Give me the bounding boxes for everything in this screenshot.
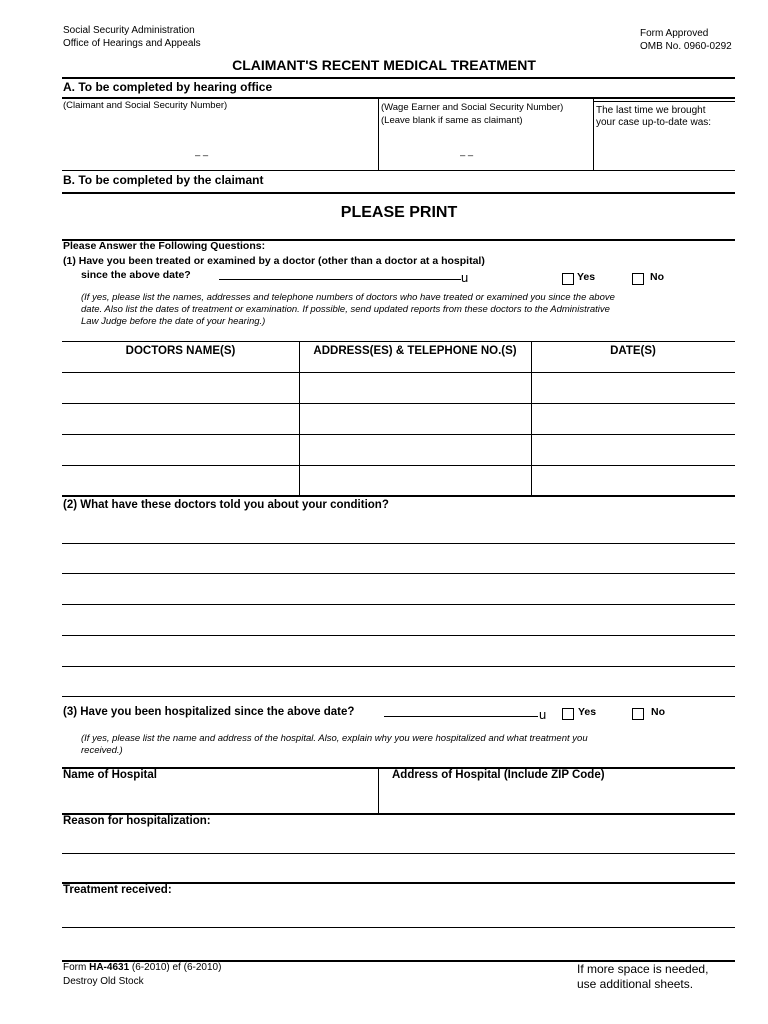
answer-line — [62, 573, 735, 574]
agency-name: Social Security Administration — [63, 25, 195, 36]
q3-no-label: No — [651, 706, 665, 718]
q3-no-checkbox[interactable] — [632, 708, 644, 720]
last-time-label: The last time we brought — [596, 105, 706, 116]
doctor-address-cell[interactable] — [300, 435, 531, 465]
form-edition: (6-2010) ef (6-2010) — [129, 962, 222, 973]
hospital-address-field[interactable] — [380, 786, 735, 813]
arrow-icon: u — [539, 707, 547, 722]
form-prefix: Form — [63, 962, 90, 973]
doctor-name-cell[interactable] — [62, 373, 299, 403]
ssn-dashes: – – — [195, 150, 209, 161]
form-approved: Form Approved — [640, 28, 709, 39]
form-title: CLAIMANT'S RECENT MEDICAL TREATMENT — [232, 57, 536, 73]
ssn-dashes: – – — [460, 150, 474, 161]
agency-office: Office of Hearings and Appeals — [63, 38, 201, 49]
q1-yes-label: Yes — [577, 271, 596, 283]
doctor-address-cell[interactable] — [300, 466, 531, 495]
reason-field[interactable] — [62, 830, 735, 882]
divider — [62, 170, 735, 171]
q1-no-label: No — [650, 271, 664, 283]
q3-yes-checkbox[interactable] — [562, 708, 574, 720]
column-header-dates: DATE(S) — [610, 345, 656, 357]
answer-line — [62, 853, 735, 854]
doctor-date-cell[interactable] — [532, 373, 735, 403]
doctor-name-cell[interactable] — [62, 466, 299, 495]
q3-note: (If yes, please list the name and address of the hospital. Also, explain why you were hospitalized and what treatment you — [81, 733, 588, 744]
form-id: HA-4631 — [89, 962, 130, 973]
more-space-note: If more space is needed, — [577, 962, 709, 976]
question-1-continued: since the above date? — [81, 269, 191, 281]
divider — [62, 192, 735, 194]
hospital-name-field[interactable] — [62, 786, 377, 813]
q1-note-3: Law Judge before the date of your hearing.) — [81, 316, 266, 327]
row-divider — [62, 495, 735, 497]
please-print: PLEASE PRINT — [340, 204, 458, 221]
claimant-label: (Claimant and Social Security Number) — [63, 100, 228, 111]
wage-earner-label: (Wage Earner and Social Security Number) — [381, 102, 564, 113]
column-header-address: ADDRESS(ES) & TELEPHONE NO.(S) — [313, 345, 517, 357]
last-time-label-2: your case up-to-date was: — [596, 117, 712, 128]
divider — [594, 101, 735, 102]
arrow-icon: u — [461, 270, 469, 285]
divider — [378, 768, 379, 814]
question-1: (1) Have you been treated or examined by a doctor (other than a doctor at a hospital) — [63, 255, 485, 267]
doctor-date-cell[interactable] — [532, 404, 735, 434]
q1-no-checkbox[interactable] — [632, 273, 644, 285]
section-a-heading: A. To be completed by hearing office — [63, 80, 273, 94]
column-header-doctors: DOCTORS NAME(S) — [125, 345, 236, 357]
q3-note-2: received.) — [81, 745, 123, 756]
table-border — [62, 341, 735, 342]
q1-note-2: date. Also list the dates of treatment or examination. If possible, send updated reports from these doctors to the Administrative — [81, 304, 610, 315]
doctor-address-cell[interactable] — [300, 373, 531, 403]
q1-yes-checkbox[interactable] — [562, 273, 574, 285]
q1-note: (If yes, please list the names, addresses and telephone numbers of doctors who have treated or examined you since the above — [81, 292, 615, 303]
q3-yes-label: Yes — [578, 706, 597, 718]
answer-line — [62, 604, 735, 605]
doctor-date-cell[interactable] — [532, 435, 735, 465]
omb-number: OMB No. 0960-0292 — [640, 41, 732, 52]
questions-intro: Please Answer the Following Questions: — [63, 240, 266, 252]
answer-line — [62, 543, 735, 544]
form-number — [63, 962, 221, 974]
section-b-heading: B. To be completed by the claimant — [63, 173, 264, 187]
treatment-field[interactable] — [62, 900, 735, 960]
hospital-address-label: Address of Hospital (Include ZIP Code) — [392, 769, 605, 781]
leader-line — [384, 716, 538, 717]
answer-line — [62, 927, 735, 928]
question-2: (2) What have these doctors told you about your condition? — [63, 499, 389, 511]
q2-answer-area[interactable] — [62, 514, 735, 696]
doctor-address-cell[interactable] — [300, 404, 531, 434]
destroy-old-stock: Destroy Old Stock — [63, 976, 144, 987]
answer-line — [62, 696, 735, 697]
treatment-label: Treatment received: — [63, 884, 172, 896]
wage-earner-note: (Leave blank if same as claimant) — [381, 115, 523, 126]
answer-line — [62, 635, 735, 636]
answer-line — [62, 666, 735, 667]
question-3: (3) Have you been hospitalized since the above date? — [63, 706, 355, 718]
more-space-note-2: use additional sheets. — [577, 977, 694, 991]
divider — [62, 77, 735, 79]
doctor-date-cell[interactable] — [532, 466, 735, 495]
doctor-name-cell[interactable] — [62, 435, 299, 465]
hospital-name-label: Name of Hospital — [63, 769, 157, 781]
divider — [593, 99, 594, 170]
leader-line — [219, 279, 461, 280]
reason-label: Reason for hospitalization: — [63, 815, 211, 827]
doctor-name-cell[interactable] — [62, 404, 299, 434]
